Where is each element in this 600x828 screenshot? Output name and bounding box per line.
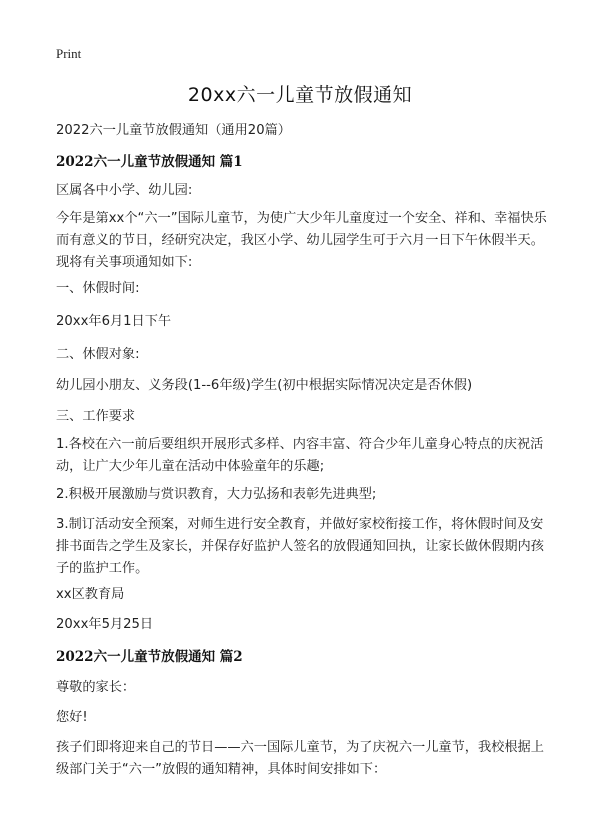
item1-heading: 一、休假时间: — [56, 281, 140, 296]
item3-heading: 三、工作要求 — [56, 409, 136, 424]
section2-heading: 2022六一儿童节放假通知 篇2 — [56, 649, 243, 665]
print-label: Print — [56, 46, 82, 61]
item1-text: 20xx年6月1日下午 — [56, 314, 172, 329]
section1-heading: 2022六一儿童节放假通知 篇1 — [56, 154, 243, 170]
section1-salutation: 区属各中小学、幼儿园: — [56, 183, 193, 198]
requirement-1: 1.各校在六一前后要组织开展形式多样、内容丰富、符合少年儿童身心特点的庆祝活动，让广大少年儿童在活动中体验童年的乐趣; — [56, 437, 544, 474]
document-subtitle: 2022六一儿童节放假通知（通用20篇） — [56, 123, 291, 138]
section1-intro: 今年是第xx个“六一”国际儿童节，为使广大少年儿童度过一个安全、祥和、幸福快乐而有意义的节日，经研究决定，我区小学、幼儿园学生可于六月一日下午休假半天。现将有关事项通知如下: — [56, 211, 547, 270]
item2-heading: 二、休假对象: — [56, 347, 140, 362]
requirement-3: 3.制订活动安全预案，对师生进行安全教育，并做好家校衔接工作，将休假时间及安排书面告之学生及家长，并保存好监护人签名的放假通知回执，让家长做休假期内孩子的监护工作。 — [56, 517, 544, 576]
signature: xx区教育局 — [56, 587, 125, 602]
requirement-2: 2.积极开展激励与赏识教育，大力弘扬和表彰先进典型; — [56, 487, 377, 502]
notice-date: 20xx年5月25日 — [56, 617, 154, 632]
page-title: 20xx六一儿童节放假通知 — [187, 84, 413, 106]
item2-text: 幼儿园小朋友、义务段(1--6年级)学生(初中根据实际情况决定是否休假) — [56, 378, 473, 393]
section2-body: 孩子们即将迎来自己的节日——六一国际儿童节，为了庆祝六一儿童节，我校根据上级部门关于“六一”放假的通知精神，具体时间安排如下： — [56, 740, 544, 777]
section2-salutation: 尊敬的家长： — [56, 680, 136, 695]
section2-greeting: 您好! — [56, 710, 88, 725]
